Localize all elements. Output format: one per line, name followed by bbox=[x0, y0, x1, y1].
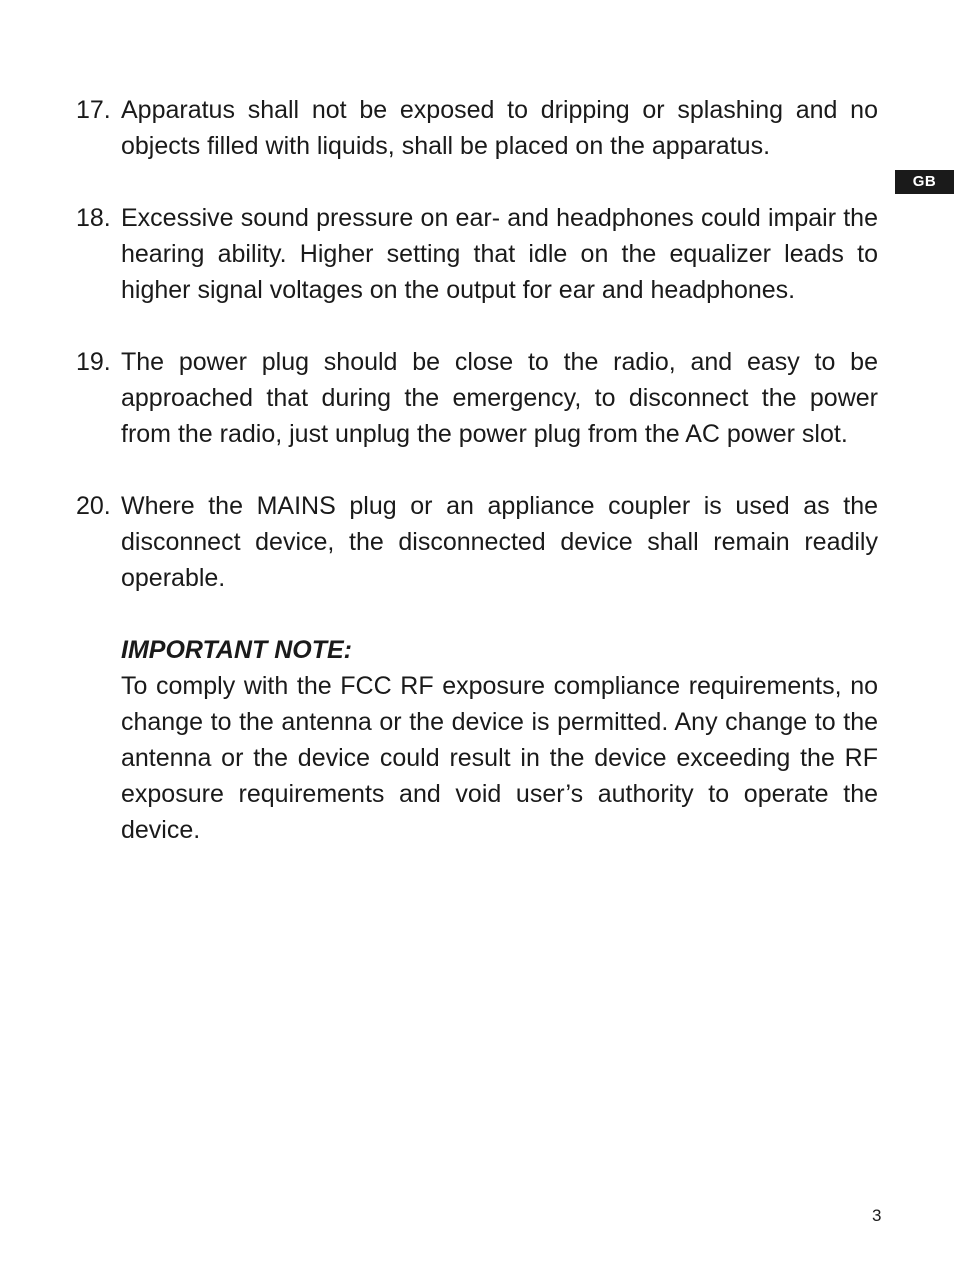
item-number: 19. bbox=[76, 348, 111, 376]
language-tab: GB bbox=[895, 170, 954, 194]
item-number: 18. bbox=[76, 204, 111, 232]
note-title: IMPORTANT NOTE: bbox=[121, 636, 353, 664]
page-number: 3 bbox=[872, 1206, 882, 1225]
item-text: Excessive sound pressure on ear- and headphones could impair the hearing ability. Higher setting that idle on the equalizer leads to higher signal voltages on the output for ear and headphones. bbox=[121, 204, 878, 304]
important-note bbox=[121, 632, 878, 848]
item-number: 17. bbox=[76, 96, 111, 124]
item-text: Apparatus shall not be exposed to dripping or splashing and no objects filled with liquids, shall be placed on the apparatus. bbox=[121, 96, 878, 160]
item-text: The power plug should be close to the radio, and easy to be approached that during the emergency, to disconnect the power from the radio, just unplug the power plug from the AC power slot. bbox=[121, 348, 878, 448]
item-number: 20. bbox=[76, 492, 111, 520]
item-text: Where the MAINS plug or an appliance coupler is used as the disconnect device, the disconnected device shall remain readily operable. bbox=[121, 492, 878, 592]
page-content bbox=[76, 92, 878, 848]
note-text: To comply with the FCC RF exposure compliance requirements, no change to the antenna or the device is permitted. Any change to the antenna or the device could result in the device exceeding the RF exposure requirements and void user’s authority to operate the device. bbox=[121, 672, 878, 844]
list-item bbox=[76, 92, 878, 164]
list-item bbox=[76, 200, 878, 308]
list-item bbox=[76, 488, 878, 596]
list-item bbox=[76, 344, 878, 452]
